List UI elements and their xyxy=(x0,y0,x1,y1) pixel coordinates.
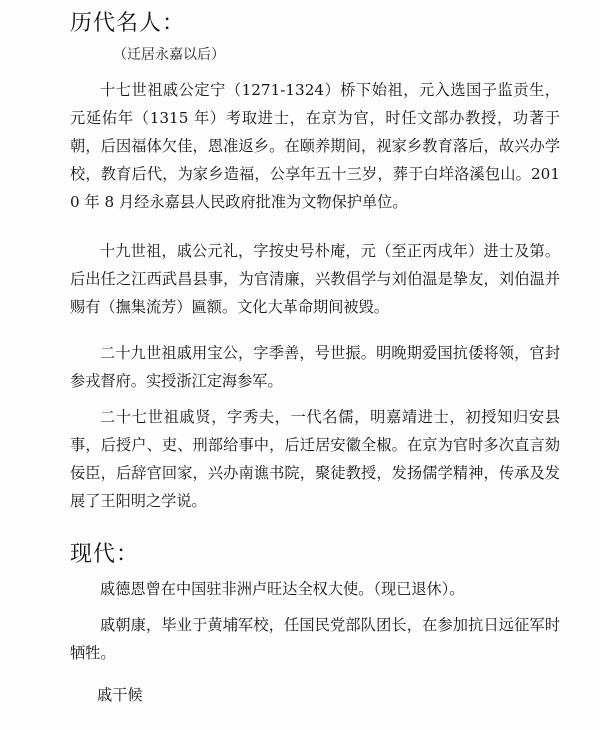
paragraph-qi-deen: 戚德恩曾在中国驻非洲卢旺达全权大使。（现已退休）。 xyxy=(100,580,465,598)
paragraph-qi-yuanli: 十九世祖，戚公元礼，字按史号朴庵，元（至正丙戌年）进士及第。后出任之江西武昌县事，为官清廉，兴教倡学与刘伯温是挚友，刘伯温并赐有（撫集流芳）匾额。文化大革命期间被毁。 xyxy=(70,242,560,316)
historical-figures-heading: 历代名人： xyxy=(70,11,186,36)
paragraph-qi-xian: 二十七世祖戚贤，字秀夫，一代名儒，明嘉靖进士，初授知归安县事，后授户、吏、刑部给事中，后迁居安徽全椒。在京为官时多次直言劾佞臣，后辞官回家，兴办南谯书院，聚徒教授，发扬儒学精神，传承及发展了王阳明之学说。 xyxy=(70,408,560,510)
paragraph-qi-dingning: 十七世祖戚公定宁（1271-1324）桥下始祖，元入选国子监贡生，元延佑年（1315 年）考取进士，在京为官，时任文部办教授，功著于朝，后因福体欠佳，恩准返乡。在颐养期间，视家乡教育落后，故兴办学校，教育后代，为家乡造福，公享年五十三岁，葬于白垟洛溪包山。2010 年 8 月经永嘉县人民政府批准为文物保护单位。 xyxy=(70,81,560,211)
historical-subtitle: （迁居永嘉以后） xyxy=(113,47,225,63)
modern-heading: 现代： xyxy=(70,542,140,567)
paragraph-qi-yongbao: 二十九世祖戚用宝公，字季善，号世振。明晚期爱国抗倭将领，官封参戎督府。实授浙江定海参军。 xyxy=(70,344,560,390)
paragraph-qi-chaokang: 戚朝康，毕业于黄埔军校，任国民党部队团长，在参加抗日远征军时牺牲。 xyxy=(70,616,560,662)
paragraph-qi-ganhou: 戚干候 xyxy=(97,686,143,704)
